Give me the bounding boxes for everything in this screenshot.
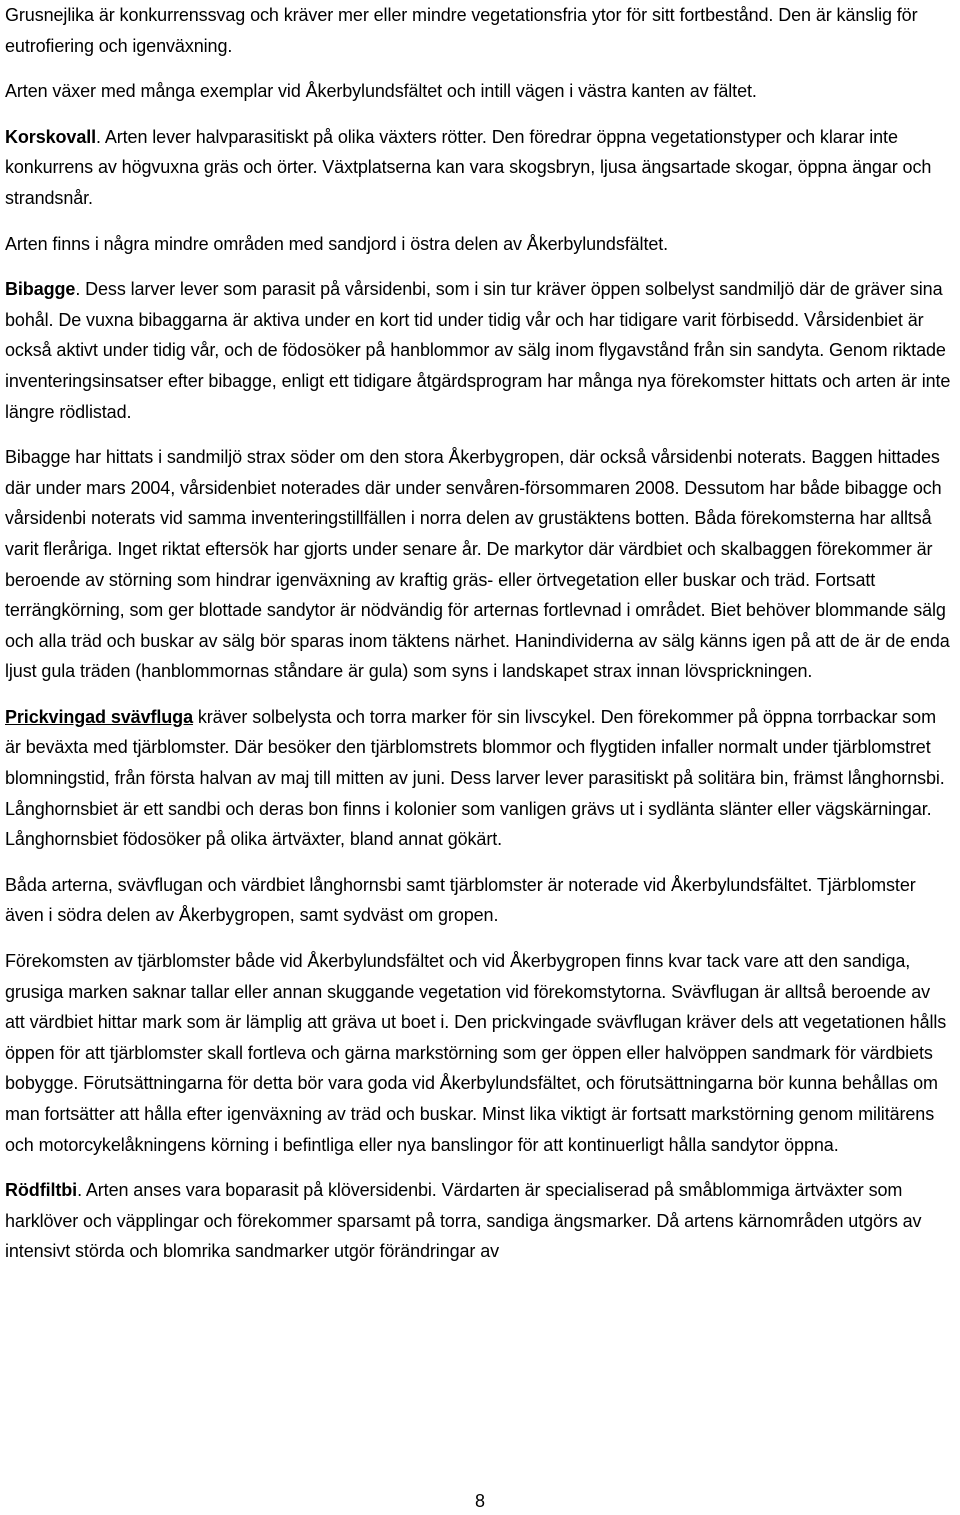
paragraph-gap — [5, 214, 954, 229]
paragraph-tjarblomster: Förekomsten av tjärblomster både vid Åkerbylundsfältet och vid Åkerbygropen finns kvar tack vare att den sandiga, grusiga marken saknar tallar eller annan skuggande vegetation vid förekomstytorna. Svävflugan är alltså beroende av att värdbiet hittar mark som är lämplig att gräva ut boet i. Den prickvingade svävflugan kräver dels att vegetationen hålls öppen för att tjärblomster skall fortleva och gärna markstörning som ger öppen eller halvöppen sandmark för värdbiets bobygge. Förutsättningarna för detta bör vara goda vid Åkerbylundsfältet, och förutsättningarna bör kunna behållas om man fortsätter att hålla efter igenväxning av träd och buskar. Minst lika viktigt är fortsatt markstörning genom militärens och motorcykelåkningens körning i befintliga eller nya banslingor för att kontinuerligt hålla sandytor öppna. — [5, 951, 947, 1155]
paragraph-svavfluga-body: kräver solbelysta och torra marker för sin livscykel. Den förekommer på öppna torrbackar som är beväxta med tjärblomster. Där besöker den tjärblomstrets blommor och flygtiden infaller normalt under tjärblomstret blomningstid, från första halvan av maj till mitten av juni. Dess larver lever parasitiskt på solitära bin, främst långhornsbi. Långhornsbiet är ett sandbi och deras bon finns i kolonier som vanligen grävs ut i sydlänta slänter eller vägskärningar. Långhornsbiet födosöker på olika ärtväxter, bland annat gökärt. — [5, 706, 945, 850]
species-heading-bibagge: Bibagge — [5, 279, 76, 300]
paragraph-gap — [5, 107, 954, 122]
paragraph-bibagge — [5, 274, 954, 427]
paragraph-svavfluga — [5, 702, 954, 855]
page-number: 8 — [475, 1491, 485, 1511]
paragraph-grusnejlika: Grusnejlika är konkurrenssvag och kräver mer eller mindre vegetationsfria ytor för sitt fortbestånd. Den är känslig för eutrofiering och igenväxning. — [5, 5, 918, 56]
paragraph-korskovall — [5, 122, 954, 214]
species-heading-korskovall: Korskovall — [5, 126, 97, 147]
paragraph-gap — [5, 855, 954, 870]
paragraph-gap — [5, 259, 954, 274]
species-heading-rodfiltbi: Rödfiltbi — [5, 1180, 78, 1201]
paragraph-bibagge-body: . Dess larver lever som parasit på vårsidenbi, som i sin tur kräver öppen solbelyst sandmiljö där de gräver sina bohål. De vuxna bibaggarna är aktiva under en kort tid under tidig vår och har tidigare varit förbisedd. Vårsidenbiet är också aktivt under tidig vår, och de födosöker på hanblommor av sälg inom flygavstånd från sin sandyta. Genom riktade inventeringsinsatser efter bibagge, enligt ett tidigare åtgärdsprogram har många nya förekomster hittats och arten är inte längre rödlistad. — [5, 279, 951, 422]
paragraph-gap — [5, 61, 954, 76]
paragraph-korskovall-body: . Arten lever halvparasitiskt på olika växters rötter. Den föredrar öppna vegetationstyper och klarar inte konkurrens av högvuxna gräs och örter. Växtplatserna kan vara skogsbryn, ljusa ängsartade skogar, öppna ängar och strandsnår. — [5, 126, 932, 208]
paragraph-svavfluga-location: Båda arterna, svävflugan och värdbiet långhornsbi samt tjärblomster är noterade vid Åkerbylundsfältet. Tjärblomster även i södra delen av Åkerbygropen, samt sydväst om gropen. — [5, 874, 916, 926]
paragraph-rodfiltbi-body: . Arten anses vara boparasit på klöversidenbi. Värdarten är specialiserad på småblommiga ärtväxter som harklöver och väpplingar och förekommer sparsamt på torra, sandiga ängsmarker. Då artens kärnområden utgörs av intensivt störda och blomrika sandmarker utgör förändringar av — [5, 1180, 922, 1262]
paragraph-korskovall-location: Arten finns i några mindre områden med sandjord i östra delen av Åkerbylundsfältet. — [5, 233, 669, 254]
species-heading-svavfluga: Prickvingad svävfluga — [5, 706, 193, 727]
paragraph-gap — [5, 931, 954, 946]
paragraph-gap — [5, 427, 954, 442]
paragraph-rodfiltbi — [5, 1175, 954, 1267]
paragraph-gap — [5, 687, 954, 702]
paragraph-gap — [5, 1160, 954, 1175]
paragraph-grusnejlika-location: Arten växer med många exemplar vid Åkerbylundsfältet och intill vägen i västra kanten av fältet. — [5, 81, 757, 102]
paragraph-bibagge-location: Bibagge har hittats i sandmiljö strax söder om den stora Åkerbygropen, där också vårsidenbi noterats. Baggen hittades där under mars 2004, vårsidenbiet noterades där under senvåren-försommaren 2008. Dessutom har både bibagge och vårsidenbi noterats vid samma inventeringstillfällen i norra delen av grustäktens botten. Båda förekomsterna har alltså varit fleråriga. Inget riktat eftersök har gjorts under senare år. De markytor där värdbiet och skalbaggen förekommer är beroende av störning som hindrar igenväxning av kraftig gräs- eller örtvegetation eller buskar och träd. Fortsatt terrängkörning, som ger blottade sandytor är nödvändig för arternas fortlevnad i området. Biet behöver blommande sälg och alla träd och buskar av sälg bör sparas inom täktens närhet. Hanindividerna av sälg känns igen på att de är de enda ljust gula träden (hanblommornas ståndare är gula) som syns i landskapet strax innan lövsprickningen. — [5, 447, 950, 682]
